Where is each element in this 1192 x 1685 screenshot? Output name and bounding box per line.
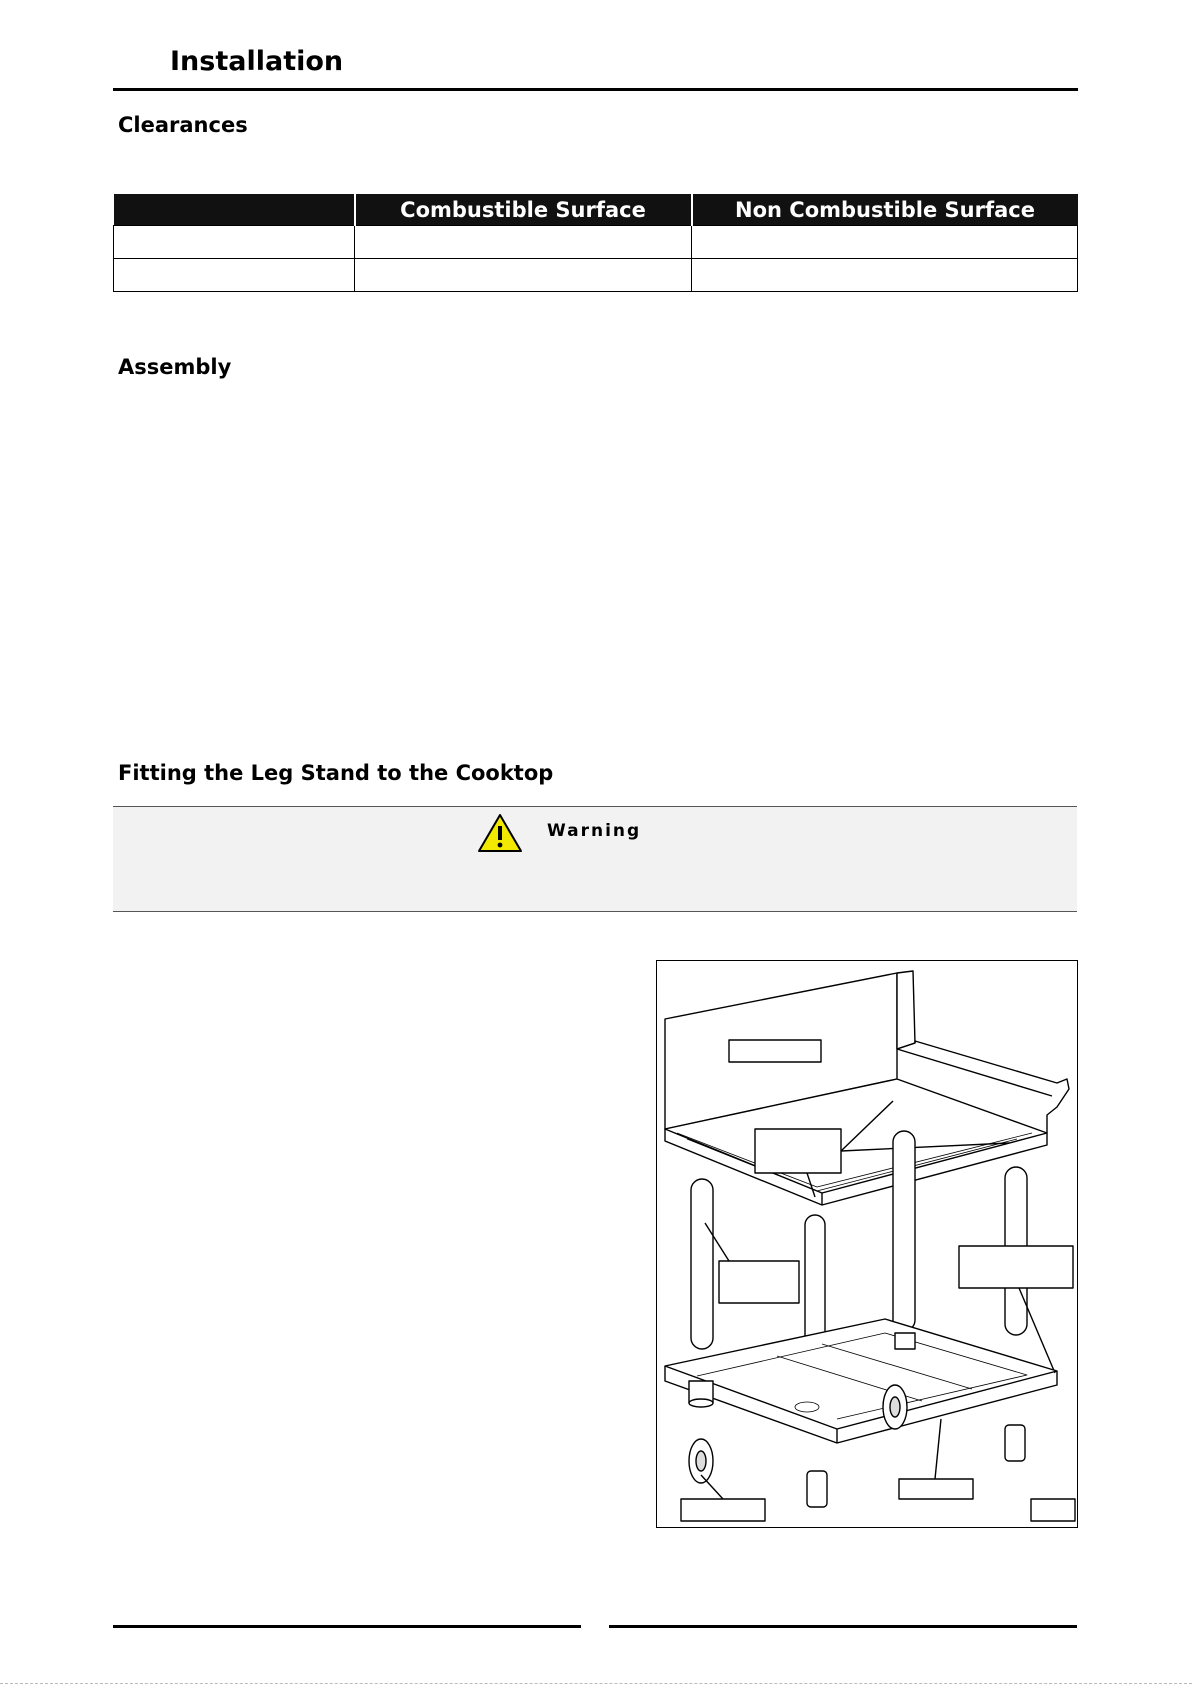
- warning-triangle-icon: [477, 813, 523, 853]
- table-cell: [692, 226, 1078, 259]
- table-cell: [355, 226, 692, 259]
- footer-rule-right: [609, 1625, 1077, 1628]
- table-row: [114, 226, 1078, 259]
- leg-stand-diagram: [656, 960, 1078, 1528]
- assembly-heading: Assembly: [118, 355, 232, 379]
- page-title: Installation: [170, 46, 344, 77]
- table-header-cell: [114, 194, 355, 226]
- table-row: [114, 259, 1078, 292]
- footer-rule-left: [113, 1625, 581, 1628]
- clearance-table: [113, 194, 1078, 292]
- clearances-heading: Clearances: [118, 113, 248, 137]
- table-cell: [114, 259, 355, 292]
- table-cell: [355, 259, 692, 292]
- leg-stand-diagram-icon: [657, 961, 1077, 1527]
- table-cell: [114, 226, 355, 259]
- warning-label: Warning: [547, 821, 642, 841]
- table-header-cell: Non Combustible Surface: [692, 194, 1078, 226]
- warning-box: [113, 806, 1077, 912]
- table-header-row: [114, 194, 1078, 226]
- fitting-heading: Fitting the Leg Stand to the Cooktop: [118, 761, 554, 785]
- title-rule: [113, 88, 1078, 91]
- table-cell: [692, 259, 1078, 292]
- table-header-cell: Combustible Surface: [355, 194, 692, 226]
